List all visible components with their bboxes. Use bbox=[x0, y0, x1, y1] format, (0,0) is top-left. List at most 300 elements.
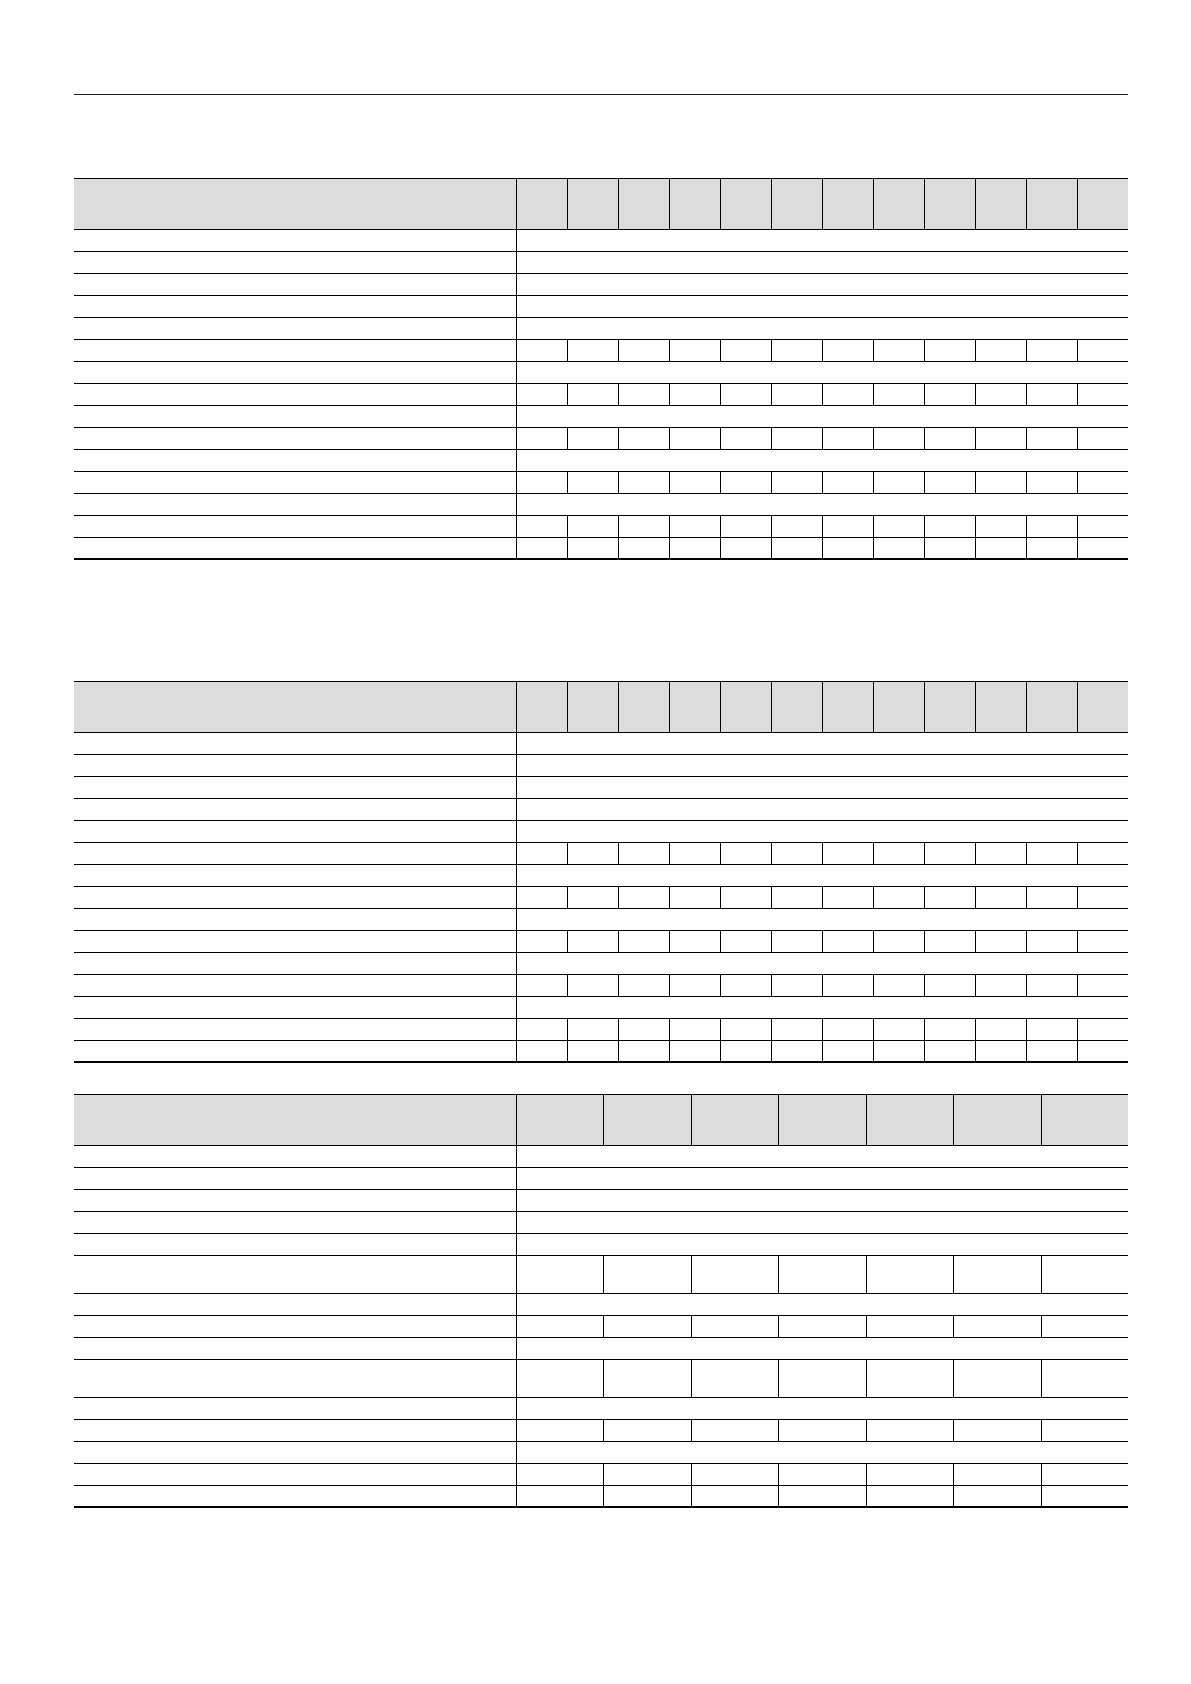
row-cell bbox=[822, 472, 873, 493]
table-row bbox=[74, 1234, 1128, 1256]
row-cell bbox=[924, 1019, 975, 1040]
row-cell bbox=[691, 1486, 778, 1506]
row-label bbox=[74, 340, 516, 361]
table-row bbox=[74, 1168, 1128, 1190]
row-cell bbox=[567, 516, 618, 537]
row-cell bbox=[691, 1420, 778, 1441]
row-cell bbox=[866, 1360, 953, 1397]
row-cell bbox=[1041, 1464, 1128, 1485]
row-cell bbox=[618, 931, 669, 952]
row-cell bbox=[1077, 472, 1128, 493]
spec-table-1 bbox=[74, 178, 1128, 560]
row-cell bbox=[975, 931, 1026, 952]
row-cell bbox=[669, 843, 720, 864]
row-cell bbox=[924, 887, 975, 908]
row-cell bbox=[516, 516, 567, 537]
row-cell bbox=[1026, 428, 1077, 449]
row-label bbox=[74, 777, 516, 798]
row-cell bbox=[618, 472, 669, 493]
row-cell bbox=[771, 975, 822, 996]
row-cell bbox=[691, 1316, 778, 1337]
row-label bbox=[74, 887, 516, 908]
table-row bbox=[74, 318, 1128, 340]
row-cell bbox=[771, 1019, 822, 1040]
table-row bbox=[74, 799, 1128, 821]
header-label bbox=[74, 682, 516, 732]
row-label bbox=[74, 538, 516, 558]
row-label bbox=[74, 1442, 516, 1463]
table-row bbox=[74, 340, 1128, 362]
header-column bbox=[567, 682, 618, 732]
row-cell bbox=[720, 887, 771, 908]
header-column bbox=[822, 179, 873, 229]
row-span-value bbox=[516, 494, 1128, 515]
row-cell bbox=[516, 1360, 603, 1397]
row-cell bbox=[822, 1041, 873, 1061]
row-cell bbox=[953, 1256, 1040, 1293]
row-cell bbox=[771, 384, 822, 405]
row-cell bbox=[822, 538, 873, 558]
row-label bbox=[74, 1420, 516, 1441]
row-label bbox=[74, 1041, 516, 1061]
row-cell bbox=[771, 931, 822, 952]
row-cell bbox=[1077, 538, 1128, 558]
row-label bbox=[74, 516, 516, 537]
row-cell bbox=[778, 1256, 865, 1293]
row-cell bbox=[924, 931, 975, 952]
row-cell bbox=[1077, 516, 1128, 537]
table-row bbox=[74, 843, 1128, 865]
row-cell bbox=[924, 384, 975, 405]
row-span-value bbox=[516, 318, 1128, 339]
row-cell bbox=[924, 472, 975, 493]
row-cell bbox=[873, 340, 924, 361]
row-cell bbox=[975, 340, 1026, 361]
row-cell bbox=[953, 1360, 1040, 1397]
row-label bbox=[74, 296, 516, 317]
row-cell bbox=[720, 538, 771, 558]
header-label bbox=[74, 1095, 516, 1145]
row-label bbox=[74, 1256, 516, 1293]
table-row bbox=[74, 1256, 1128, 1294]
row-cell bbox=[618, 975, 669, 996]
table-row bbox=[74, 733, 1128, 755]
spec-table-3 bbox=[74, 1094, 1128, 1508]
row-cell bbox=[567, 843, 618, 864]
header-column bbox=[1041, 1095, 1128, 1145]
table-row bbox=[74, 953, 1128, 975]
row-cell bbox=[924, 538, 975, 558]
table-row bbox=[74, 997, 1128, 1019]
row-cell bbox=[778, 1316, 865, 1337]
row-cell bbox=[1026, 887, 1077, 908]
header-column bbox=[953, 1095, 1040, 1145]
row-cell bbox=[516, 1486, 603, 1506]
header-column bbox=[924, 682, 975, 732]
row-cell bbox=[720, 340, 771, 361]
row-cell bbox=[1041, 1256, 1128, 1293]
row-cell bbox=[516, 1316, 603, 1337]
row-cell bbox=[516, 1420, 603, 1441]
header-column bbox=[691, 1095, 778, 1145]
row-cell bbox=[516, 887, 567, 908]
row-cell bbox=[720, 516, 771, 537]
row-cell bbox=[669, 538, 720, 558]
row-span-value bbox=[516, 821, 1128, 842]
row-cell bbox=[873, 428, 924, 449]
header-column bbox=[924, 179, 975, 229]
header-column bbox=[771, 682, 822, 732]
row-label bbox=[74, 953, 516, 974]
row-cell bbox=[567, 340, 618, 361]
row-span-value bbox=[516, 909, 1128, 930]
row-cell bbox=[720, 428, 771, 449]
row-span-value bbox=[516, 1168, 1128, 1189]
row-label bbox=[74, 975, 516, 996]
table-row bbox=[74, 494, 1128, 516]
row-cell bbox=[669, 340, 720, 361]
row-cell bbox=[924, 975, 975, 996]
row-cell bbox=[567, 975, 618, 996]
row-cell bbox=[669, 428, 720, 449]
row-cell bbox=[516, 975, 567, 996]
header-column bbox=[975, 682, 1026, 732]
row-cell bbox=[567, 428, 618, 449]
row-cell bbox=[1026, 975, 1077, 996]
table-row bbox=[74, 1360, 1128, 1398]
row-cell bbox=[975, 1041, 1026, 1061]
row-label bbox=[74, 931, 516, 952]
row-label bbox=[74, 230, 516, 251]
row-cell bbox=[778, 1486, 865, 1506]
table-row bbox=[74, 821, 1128, 843]
table-row bbox=[74, 450, 1128, 472]
row-cell bbox=[822, 843, 873, 864]
row-cell bbox=[516, 538, 567, 558]
row-cell bbox=[1077, 843, 1128, 864]
row-cell bbox=[618, 538, 669, 558]
row-cell bbox=[975, 384, 1026, 405]
table-row bbox=[74, 428, 1128, 450]
row-label bbox=[74, 274, 516, 295]
row-label bbox=[74, 1316, 516, 1337]
row-cell bbox=[953, 1420, 1040, 1441]
header-column bbox=[516, 1095, 603, 1145]
row-label bbox=[74, 799, 516, 820]
header-column bbox=[778, 1095, 865, 1145]
table-row bbox=[74, 1486, 1128, 1508]
row-cell bbox=[618, 516, 669, 537]
row-label bbox=[74, 755, 516, 776]
header-column bbox=[1026, 682, 1077, 732]
row-cell bbox=[953, 1316, 1040, 1337]
row-cell bbox=[771, 538, 822, 558]
row-label bbox=[74, 362, 516, 383]
row-cell bbox=[669, 1041, 720, 1061]
row-cell bbox=[1077, 1019, 1128, 1040]
row-cell bbox=[975, 516, 1026, 537]
header-column bbox=[516, 682, 567, 732]
row-cell bbox=[1077, 887, 1128, 908]
row-cell bbox=[720, 1019, 771, 1040]
row-cell bbox=[669, 975, 720, 996]
row-span-value bbox=[516, 1190, 1128, 1211]
row-cell bbox=[603, 1316, 690, 1337]
row-cell bbox=[669, 931, 720, 952]
row-label bbox=[74, 1464, 516, 1485]
row-cell bbox=[1077, 340, 1128, 361]
row-label bbox=[74, 1338, 516, 1359]
row-cell bbox=[1077, 428, 1128, 449]
row-cell bbox=[618, 340, 669, 361]
row-cell bbox=[953, 1464, 1040, 1485]
row-span-value bbox=[516, 1442, 1128, 1463]
row-cell bbox=[1077, 1041, 1128, 1061]
table-row bbox=[74, 865, 1128, 887]
row-cell bbox=[771, 428, 822, 449]
table-header-row bbox=[74, 1094, 1128, 1146]
row-cell bbox=[516, 1256, 603, 1293]
row-cell bbox=[771, 843, 822, 864]
table-row bbox=[74, 296, 1128, 318]
row-cell bbox=[516, 428, 567, 449]
table-row bbox=[74, 1019, 1128, 1041]
row-cell bbox=[873, 384, 924, 405]
row-cell bbox=[669, 1019, 720, 1040]
row-cell bbox=[822, 975, 873, 996]
header-column bbox=[822, 682, 873, 732]
row-cell bbox=[691, 1464, 778, 1485]
row-cell bbox=[720, 975, 771, 996]
header-column bbox=[618, 179, 669, 229]
table-row bbox=[74, 1190, 1128, 1212]
row-cell bbox=[691, 1256, 778, 1293]
row-span-value bbox=[516, 1212, 1128, 1233]
row-label bbox=[74, 1234, 516, 1255]
row-span-value bbox=[516, 450, 1128, 471]
row-cell bbox=[924, 428, 975, 449]
table-row bbox=[74, 472, 1128, 494]
row-label bbox=[74, 472, 516, 493]
row-cell bbox=[516, 1464, 603, 1485]
row-cell bbox=[771, 1041, 822, 1061]
row-span-value bbox=[516, 997, 1128, 1018]
table-row bbox=[74, 1338, 1128, 1360]
row-cell bbox=[975, 887, 1026, 908]
header-column bbox=[669, 179, 720, 229]
row-cell bbox=[1026, 1041, 1077, 1061]
header-column bbox=[720, 179, 771, 229]
row-cell bbox=[873, 975, 924, 996]
row-cell bbox=[618, 384, 669, 405]
row-cell bbox=[771, 340, 822, 361]
header-column bbox=[603, 1095, 690, 1145]
row-label bbox=[74, 997, 516, 1018]
row-cell bbox=[975, 843, 1026, 864]
row-cell bbox=[1077, 931, 1128, 952]
row-cell bbox=[873, 843, 924, 864]
row-cell bbox=[866, 1256, 953, 1293]
row-cell bbox=[516, 1019, 567, 1040]
row-cell bbox=[618, 887, 669, 908]
row-cell bbox=[1026, 538, 1077, 558]
row-cell bbox=[720, 472, 771, 493]
row-span-value bbox=[516, 362, 1128, 383]
row-cell bbox=[822, 516, 873, 537]
row-span-value bbox=[516, 1398, 1128, 1419]
row-span-value bbox=[516, 1146, 1128, 1167]
row-cell bbox=[603, 1360, 690, 1397]
table-row bbox=[74, 384, 1128, 406]
row-cell bbox=[924, 340, 975, 361]
table-row bbox=[74, 755, 1128, 777]
row-span-value bbox=[516, 296, 1128, 317]
row-cell bbox=[603, 1256, 690, 1293]
row-cell bbox=[778, 1420, 865, 1441]
row-span-value bbox=[516, 1234, 1128, 1255]
row-cell bbox=[866, 1316, 953, 1337]
header-column bbox=[567, 179, 618, 229]
row-cell bbox=[866, 1464, 953, 1485]
row-label bbox=[74, 1212, 516, 1233]
row-cell bbox=[975, 1019, 1026, 1040]
row-cell bbox=[771, 516, 822, 537]
row-cell bbox=[822, 340, 873, 361]
row-cell bbox=[669, 887, 720, 908]
row-label bbox=[74, 1146, 516, 1167]
row-label bbox=[74, 1486, 516, 1506]
row-cell bbox=[516, 340, 567, 361]
table-header-row bbox=[74, 178, 1128, 230]
row-cell bbox=[1026, 340, 1077, 361]
header-column bbox=[1077, 179, 1128, 229]
row-cell bbox=[567, 384, 618, 405]
header-column bbox=[516, 179, 567, 229]
row-cell bbox=[1041, 1316, 1128, 1337]
row-cell bbox=[873, 538, 924, 558]
header-column bbox=[1026, 179, 1077, 229]
row-cell bbox=[516, 1041, 567, 1061]
row-cell bbox=[1077, 975, 1128, 996]
row-cell bbox=[1026, 931, 1077, 952]
row-cell bbox=[516, 843, 567, 864]
row-cell bbox=[567, 931, 618, 952]
row-label bbox=[74, 494, 516, 515]
row-cell bbox=[618, 843, 669, 864]
header-column bbox=[866, 1095, 953, 1145]
row-span-value bbox=[516, 953, 1128, 974]
table-row bbox=[74, 1041, 1128, 1063]
row-cell bbox=[1026, 843, 1077, 864]
row-cell bbox=[516, 472, 567, 493]
row-label bbox=[74, 428, 516, 449]
row-cell bbox=[1026, 516, 1077, 537]
table-row bbox=[74, 1294, 1128, 1316]
row-cell bbox=[924, 1041, 975, 1061]
table-row bbox=[74, 1420, 1128, 1442]
header-label bbox=[74, 179, 516, 229]
row-cell bbox=[822, 931, 873, 952]
row-cell bbox=[618, 428, 669, 449]
table-row bbox=[74, 975, 1128, 997]
row-cell bbox=[669, 472, 720, 493]
row-cell bbox=[603, 1420, 690, 1441]
row-cell bbox=[516, 384, 567, 405]
header-column bbox=[618, 682, 669, 732]
row-cell bbox=[975, 538, 1026, 558]
row-label bbox=[74, 450, 516, 471]
row-cell bbox=[778, 1464, 865, 1485]
row-span-value bbox=[516, 274, 1128, 295]
row-cell bbox=[603, 1486, 690, 1506]
row-cell bbox=[866, 1420, 953, 1441]
row-cell bbox=[720, 1041, 771, 1061]
row-cell bbox=[720, 843, 771, 864]
row-label bbox=[74, 252, 516, 273]
row-span-value bbox=[516, 406, 1128, 427]
table-row bbox=[74, 931, 1128, 953]
table-row bbox=[74, 777, 1128, 799]
row-cell bbox=[778, 1360, 865, 1397]
row-cell bbox=[669, 516, 720, 537]
table-header-row bbox=[74, 681, 1128, 733]
row-cell bbox=[924, 516, 975, 537]
row-cell bbox=[873, 516, 924, 537]
table-row bbox=[74, 230, 1128, 252]
row-span-value bbox=[516, 799, 1128, 820]
header-column bbox=[669, 682, 720, 732]
row-label bbox=[74, 406, 516, 427]
table-row bbox=[74, 538, 1128, 560]
row-cell bbox=[567, 538, 618, 558]
table-row bbox=[74, 274, 1128, 296]
table-row bbox=[74, 887, 1128, 909]
row-label bbox=[74, 865, 516, 886]
row-cell bbox=[567, 472, 618, 493]
page-header-rule bbox=[74, 94, 1128, 95]
row-cell bbox=[720, 931, 771, 952]
row-label bbox=[74, 1168, 516, 1189]
row-cell bbox=[873, 1019, 924, 1040]
row-cell bbox=[822, 384, 873, 405]
row-cell bbox=[822, 1019, 873, 1040]
spec-table-2 bbox=[74, 681, 1128, 1063]
row-cell bbox=[720, 384, 771, 405]
row-cell bbox=[866, 1486, 953, 1506]
row-cell bbox=[1041, 1486, 1128, 1506]
header-column bbox=[771, 179, 822, 229]
row-label bbox=[74, 843, 516, 864]
row-cell bbox=[873, 931, 924, 952]
row-cell bbox=[873, 472, 924, 493]
header-column bbox=[975, 179, 1026, 229]
row-cell bbox=[618, 1019, 669, 1040]
row-cell bbox=[567, 887, 618, 908]
row-span-value bbox=[516, 733, 1128, 754]
table-row bbox=[74, 1212, 1128, 1234]
table-row bbox=[74, 362, 1128, 384]
table-row bbox=[74, 1316, 1128, 1338]
row-cell bbox=[1041, 1360, 1128, 1397]
row-cell bbox=[669, 384, 720, 405]
row-cell bbox=[975, 472, 1026, 493]
row-cell bbox=[567, 1041, 618, 1061]
row-label bbox=[74, 1019, 516, 1040]
row-cell bbox=[771, 887, 822, 908]
row-span-value bbox=[516, 755, 1128, 776]
table-row bbox=[74, 1442, 1128, 1464]
row-cell bbox=[691, 1360, 778, 1397]
